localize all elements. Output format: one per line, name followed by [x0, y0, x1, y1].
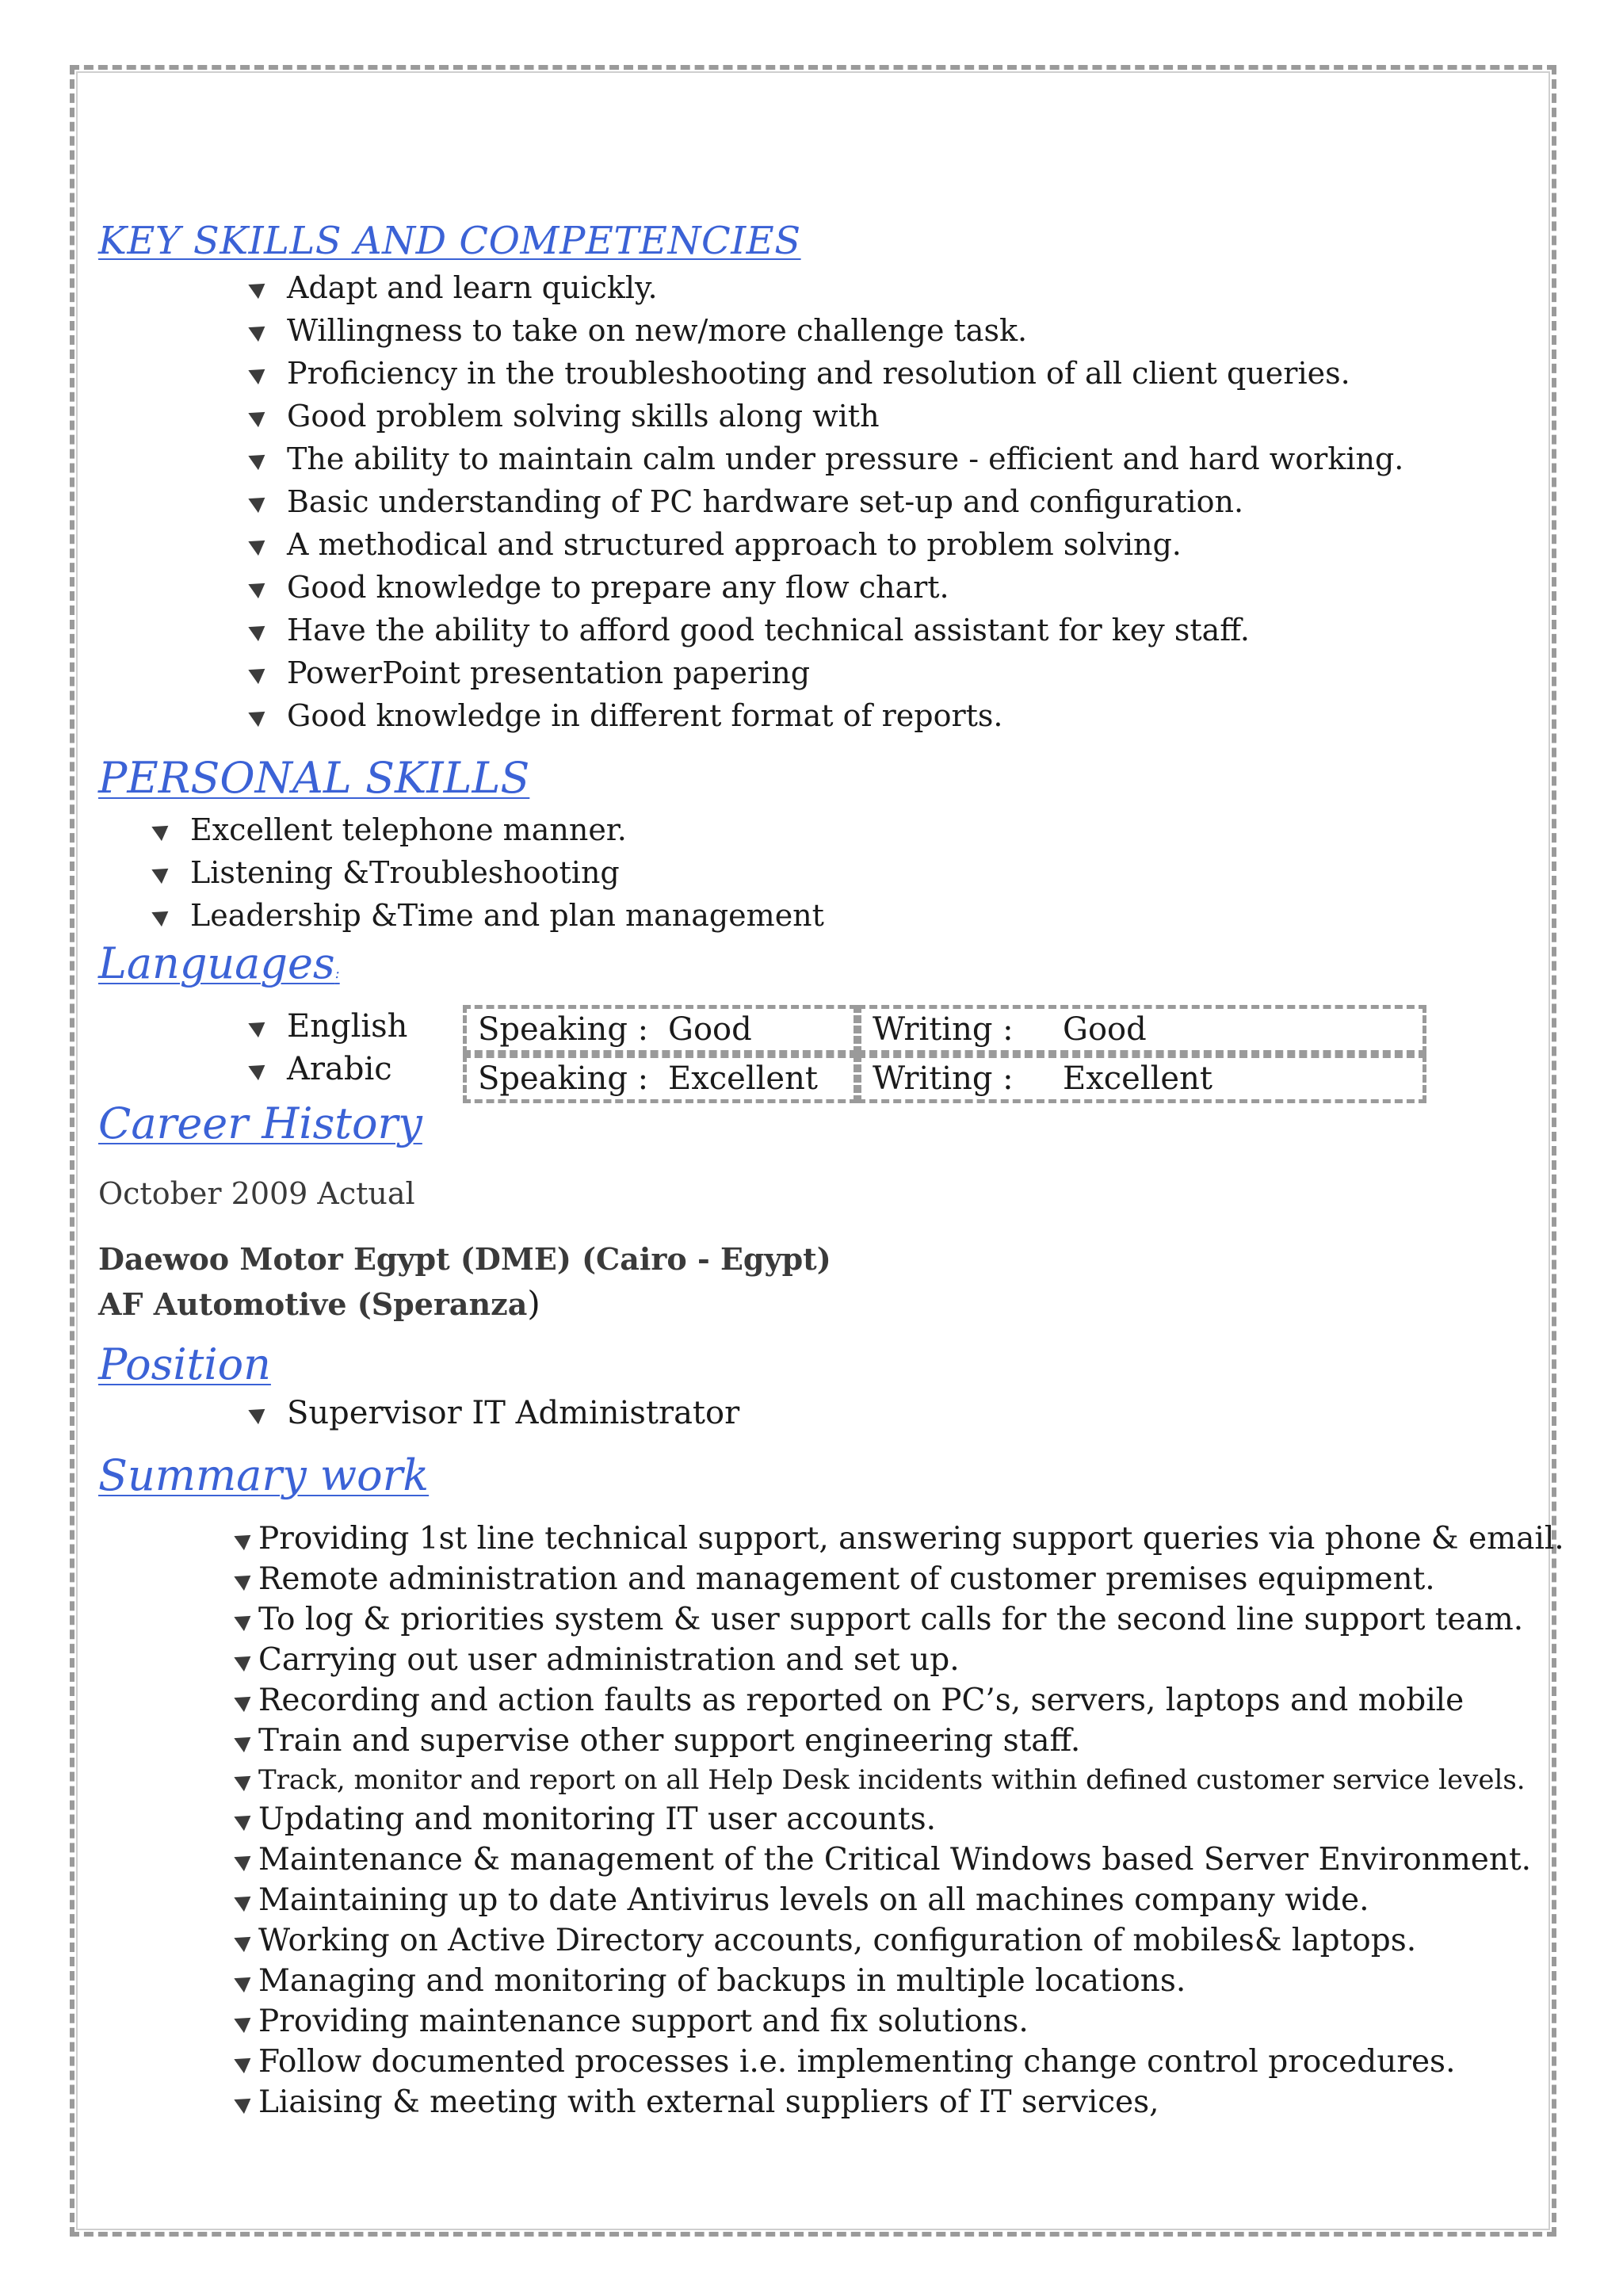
arrow-bullet-icon: [234, 2091, 255, 2113]
language-level-table: [463, 1005, 1426, 1103]
personal-skills-heading: PERSONAL SKILLS: [98, 753, 530, 803]
arrow-bullet-icon: [248, 705, 269, 727]
list-item: Carrying out user administration and set up.: [238, 1640, 1564, 1680]
list-item: Follow documented processes i.e. implementing change control procedures.: [238, 2042, 1564, 2082]
key-skills-list: [252, 266, 1403, 737]
arrow-bullet-icon: [151, 904, 173, 926]
arrow-bullet-icon: [248, 277, 269, 299]
list-item: Basic understanding of PC hardware set-up and configuration.: [252, 480, 1403, 523]
languages-heading: Languages:: [98, 938, 340, 988]
list-item: English: [252, 1005, 407, 1048]
arrow-bullet-icon: [151, 819, 173, 841]
list-item: Listening &Troubleshooting: [155, 851, 824, 894]
arrow-bullet-icon: [234, 2010, 255, 2032]
table-row: [463, 1054, 1426, 1103]
key-skills-heading: KEY SKILLS AND COMPETENCIES: [98, 219, 801, 263]
arrow-bullet-icon: [248, 619, 269, 641]
arrow-bullet-icon: [248, 491, 269, 513]
list-item: PowerPoint presentation papering: [252, 651, 1403, 694]
position-list: [252, 1392, 739, 1435]
speaking-cell: Speaking : Good: [463, 1005, 857, 1054]
list-item: Remote administration and management of customer premises equipment.: [238, 1559, 1564, 1599]
list-item: Managing and monitoring of backups in multiple locations.: [238, 1961, 1564, 2001]
arrow-bullet-icon: [248, 448, 269, 470]
arrow-bullet-icon: [234, 1889, 255, 1911]
arrow-bullet-icon: [234, 1929, 255, 1951]
list-item: Providing maintenance support and fix solutions.: [238, 2001, 1564, 2042]
list-item: Good problem solving skills along with: [252, 395, 1403, 437]
list-item: Maintaining up to date Antivirus levels on all machines company wide.: [238, 1880, 1564, 1920]
list-item: Excellent telephone manner.: [155, 808, 824, 851]
company-name: Daewoo Motor Egypt (DME) (Cairo - Egypt): [98, 1241, 831, 1277]
arrow-bullet-icon: [234, 1527, 255, 1549]
personal-skills-list: [155, 808, 824, 937]
list-item: Have the ability to afford good technical assistant for key staff.: [252, 609, 1403, 651]
arrow-bullet-icon: [248, 576, 269, 598]
summary-work-list: [238, 1519, 1564, 2122]
arrow-bullet-icon: [248, 1015, 269, 1037]
arrow-bullet-icon: [151, 861, 173, 884]
arrow-bullet-icon: [234, 1769, 255, 1791]
career-history-heading: Career History: [98, 1098, 422, 1148]
list-item: Maintenance & management of the Critical Windows based Server Environment.: [238, 1839, 1564, 1880]
arrow-bullet-icon: [234, 2050, 255, 2073]
list-item: A methodical and structured approach to problem solving.: [252, 523, 1403, 566]
list-item: Recording and action faults as reported on PC’s, servers, laptops and mobile: [238, 1680, 1564, 1721]
list-item: Leadership &Time and plan management: [155, 894, 824, 937]
company-name: AF Automotive (Speranza): [98, 1284, 540, 1323]
list-item: Adapt and learn quickly.: [252, 266, 1403, 309]
languages-list: [252, 1005, 407, 1091]
arrow-bullet-icon: [234, 1608, 255, 1630]
arrow-bullet-icon: [248, 319, 269, 342]
list-item: Good knowledge to prepare any flow chart.: [252, 566, 1403, 609]
list-item: Arabic: [252, 1048, 407, 1091]
arrow-bullet-icon: [234, 1689, 255, 1711]
arrow-bullet-icon: [234, 1729, 255, 1752]
arrow-bullet-icon: [234, 1568, 255, 1590]
arrow-bullet-icon: [248, 405, 269, 427]
arrow-bullet-icon: [234, 1648, 255, 1671]
career-date: October 2009 Actual: [98, 1176, 415, 1211]
arrow-bullet-icon: [248, 362, 269, 384]
position-heading: Position: [98, 1339, 271, 1389]
list-item: Willingness to take on new/more challenge task.: [252, 309, 1403, 352]
writing-cell: Writing : Excellent: [857, 1054, 1426, 1103]
list-item: Track, monitor and report on all Help Desk incidents within defined customer service levels.: [238, 1761, 1564, 1799]
list-item: Supervisor IT Administrator: [252, 1392, 739, 1435]
arrow-bullet-icon: [234, 1969, 255, 1992]
arrow-bullet-icon: [248, 533, 269, 556]
arrow-bullet-icon: [234, 1848, 255, 1870]
table-row: [463, 1005, 1426, 1054]
arrow-bullet-icon: [234, 1808, 255, 1830]
list-item: Good knowledge in different format of reports.: [252, 694, 1403, 737]
list-item: To log & priorities system & user support calls for the second line support team.: [238, 1599, 1564, 1640]
speaking-cell: Speaking : Excellent: [463, 1054, 857, 1103]
list-item: Updating and monitoring IT user accounts.: [238, 1799, 1564, 1839]
list-item: Working on Active Directory accounts, configuration of mobiles& laptops.: [238, 1920, 1564, 1961]
arrow-bullet-icon: [248, 1058, 269, 1080]
list-item: Train and supervise other support engineering staff.: [238, 1721, 1564, 1761]
list-item: Providing 1st line technical support, answering support queries via phone & email.: [238, 1519, 1564, 1559]
arrow-bullet-icon: [248, 1402, 269, 1424]
arrow-bullet-icon: [248, 662, 269, 684]
summary-work-heading: Summary work: [98, 1450, 430, 1500]
list-item: The ability to maintain calm under pressure - efficient and hard working.: [252, 437, 1403, 480]
writing-cell: Writing : Good: [857, 1005, 1426, 1054]
list-item: Liaising & meeting with external suppliers of IT services,: [238, 2082, 1564, 2122]
list-item: Proficiency in the troubleshooting and resolution of all client queries.: [252, 352, 1403, 395]
